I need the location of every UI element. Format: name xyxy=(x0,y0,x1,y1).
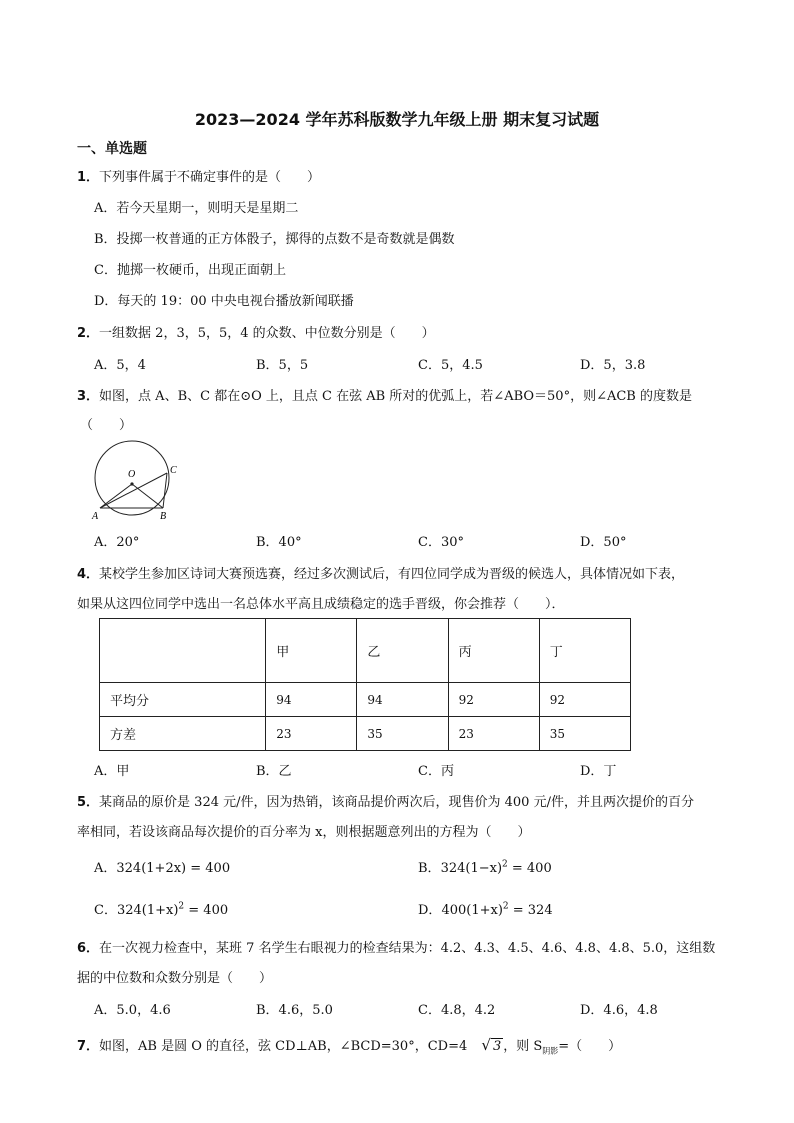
option-label: D． xyxy=(418,903,442,918)
q3-option-b: B．40° xyxy=(256,535,302,550)
q6-option-c: C．4.8，4.2 xyxy=(418,1003,496,1018)
label-b: B xyxy=(160,511,167,522)
question-stem: 如图，点 A、B、C 都在⊙O 上，且点 C 在弦 AB 所对的优弧上，若∠ABO＝50°，则∠ACB 的度数是 xyxy=(99,389,692,404)
question-number: 7． xyxy=(77,1039,100,1054)
option-expression-tail: = 400 xyxy=(184,903,229,918)
question-6-continued: 据的中位数和众数分别是（ ） xyxy=(77,971,273,986)
table-header-cell: 丙 xyxy=(448,619,539,683)
center-point xyxy=(130,482,133,485)
question-number: 6． xyxy=(77,941,100,956)
question-4-continued: 如果从这四位同学中选出一名总体水平高且成绩稳定的选手晋级，你会推荐（ ）． xyxy=(77,597,565,612)
option-expression-tail: = 400 xyxy=(507,861,552,876)
question-stem: 如图，AB 是圆 O 的直径，弦 CD⊥AB，∠BCD=30°，CD=4 xyxy=(99,1039,468,1054)
radicand: 3 xyxy=(492,1039,502,1054)
exponent: 2 xyxy=(502,859,508,870)
table-cell: 35 xyxy=(539,717,630,751)
question-7 xyxy=(77,1035,621,1057)
page-title: 2023—2024 学年苏科版数学九年级上册 期末复习试题 xyxy=(194,110,600,129)
option-expression: 400(1+x) xyxy=(441,903,503,918)
q5-option-b xyxy=(418,857,552,876)
q6-option-b: B．4.6，5.0 xyxy=(256,1003,333,1018)
q6-option-a: A．5.0，4.6 xyxy=(94,1003,171,1018)
label-o: O xyxy=(128,469,136,480)
radical-sign: √ xyxy=(481,1036,491,1054)
option-label: A． xyxy=(94,861,117,876)
option-label: C． xyxy=(94,903,117,918)
table-cell: 92 xyxy=(539,683,630,717)
q6-option-d: D．4.6，4.8 xyxy=(580,1003,658,1018)
table-header-cell: 甲 xyxy=(266,619,357,683)
table-row-label: 方差 xyxy=(100,717,266,751)
question-1 xyxy=(77,166,320,185)
question-stem: 一组数据 2，3，5，5，4 的众数、中位数分别是（ ） xyxy=(99,326,435,341)
question-6 xyxy=(77,937,715,956)
table-row-label: 平均分 xyxy=(100,683,266,717)
table-cell: 35 xyxy=(357,717,448,751)
question-number: 5． xyxy=(77,795,100,810)
option-expression: 324(1+2x) = 400 xyxy=(116,861,231,876)
question-3 xyxy=(77,385,692,404)
question-3-continued: （ ） xyxy=(80,418,133,433)
label-c: C xyxy=(170,465,177,476)
question-number: 2． xyxy=(77,326,100,341)
table-cell: 92 xyxy=(448,683,539,717)
question-stem-end: =（ ） xyxy=(558,1039,622,1054)
q4-option-c: C．丙 xyxy=(418,764,454,779)
exponent: 2 xyxy=(178,901,185,912)
table-cell: 23 xyxy=(448,717,539,751)
q4-option-a: A．甲 xyxy=(94,764,130,779)
q1-option-d: D．每天的 19：00 中央电视台播放新闻联播 xyxy=(94,294,354,309)
q3-option-d: D．50° xyxy=(580,535,627,550)
sqrt-expression xyxy=(481,1036,503,1054)
q5-option-c xyxy=(94,899,228,918)
option-expression: 324(1−x) xyxy=(440,861,503,876)
option-expression: 324(1+x) xyxy=(116,903,179,918)
q3-option-a: A．20° xyxy=(94,535,140,550)
question-stem: 某校学生参加区诗词大赛预选赛，经过多次测试后，有四位同学成为晋级的候选人，具体情况如下表， xyxy=(99,567,685,582)
q2-option-d: D．5，3.8 xyxy=(580,358,646,373)
segment-ao xyxy=(100,484,132,508)
section-heading: 一、单选题 xyxy=(77,141,147,157)
table-cell: 94 xyxy=(357,683,448,717)
table-header-cell xyxy=(100,619,266,683)
segment-ob xyxy=(132,484,163,508)
question-5-continued: 率相同，若设该商品每次提价的百分率为 x，则根据题意列出的方程为（ ） xyxy=(77,825,531,840)
circle-figure-q3 xyxy=(88,440,188,525)
exponent: 2 xyxy=(502,901,509,912)
question-stem: 某商品的原价是 324 元/件，因为热销，该商品提价两次后，现售价为 400 元/件，并且两次提价的百分 xyxy=(99,795,694,810)
option-expression-tail: = 324 xyxy=(508,903,553,918)
table-header-cell: 丁 xyxy=(539,619,630,683)
q5-option-a xyxy=(94,857,230,876)
question-stem: 在一次视力检查中，某班 7 名学生右眼视力的检查结果为：4.2、4.3、4.5、4.6、4.8、4.8、5.0，这组数 xyxy=(99,941,716,956)
q5-option-d xyxy=(418,899,553,918)
question-stem: 下列事件属于不确定事件的是（ ） xyxy=(99,170,321,185)
table-cell: 94 xyxy=(266,683,357,717)
q2-option-b: B．5，5 xyxy=(256,358,309,373)
question-2 xyxy=(77,322,435,341)
q2-option-a: A．5，4 xyxy=(94,358,146,373)
table-row xyxy=(100,717,631,751)
table-header-row xyxy=(100,619,631,683)
q4-option-b: B．乙 xyxy=(256,764,292,779)
question-number: 1． xyxy=(77,170,100,185)
question-5 xyxy=(77,791,694,810)
question-stem-tail: ，则 S xyxy=(503,1039,543,1054)
q1-option-c: C．抛掷一枚硬币，出现正面朝上 xyxy=(94,263,286,278)
table-row xyxy=(100,683,631,717)
q4-option-d: D．丁 xyxy=(580,764,617,779)
subscript: 阴影 xyxy=(542,1046,559,1056)
table-header-cell: 乙 xyxy=(357,619,448,683)
q2-option-c: C．5，4.5 xyxy=(418,358,483,373)
q1-option-a: A．若今天星期一，则明天是星期二 xyxy=(94,201,299,216)
score-table xyxy=(99,618,631,751)
q1-option-b: B．投掷一枚普通的正方体骰子，掷得的点数不是奇数就是偶数 xyxy=(94,232,455,247)
q3-option-c: C．30° xyxy=(418,535,464,550)
question-number: 4． xyxy=(77,567,100,582)
label-a: A xyxy=(92,511,99,522)
question-number: 3． xyxy=(77,389,100,404)
option-label: B． xyxy=(418,861,441,876)
question-4 xyxy=(77,563,684,582)
table-cell: 23 xyxy=(266,717,357,751)
